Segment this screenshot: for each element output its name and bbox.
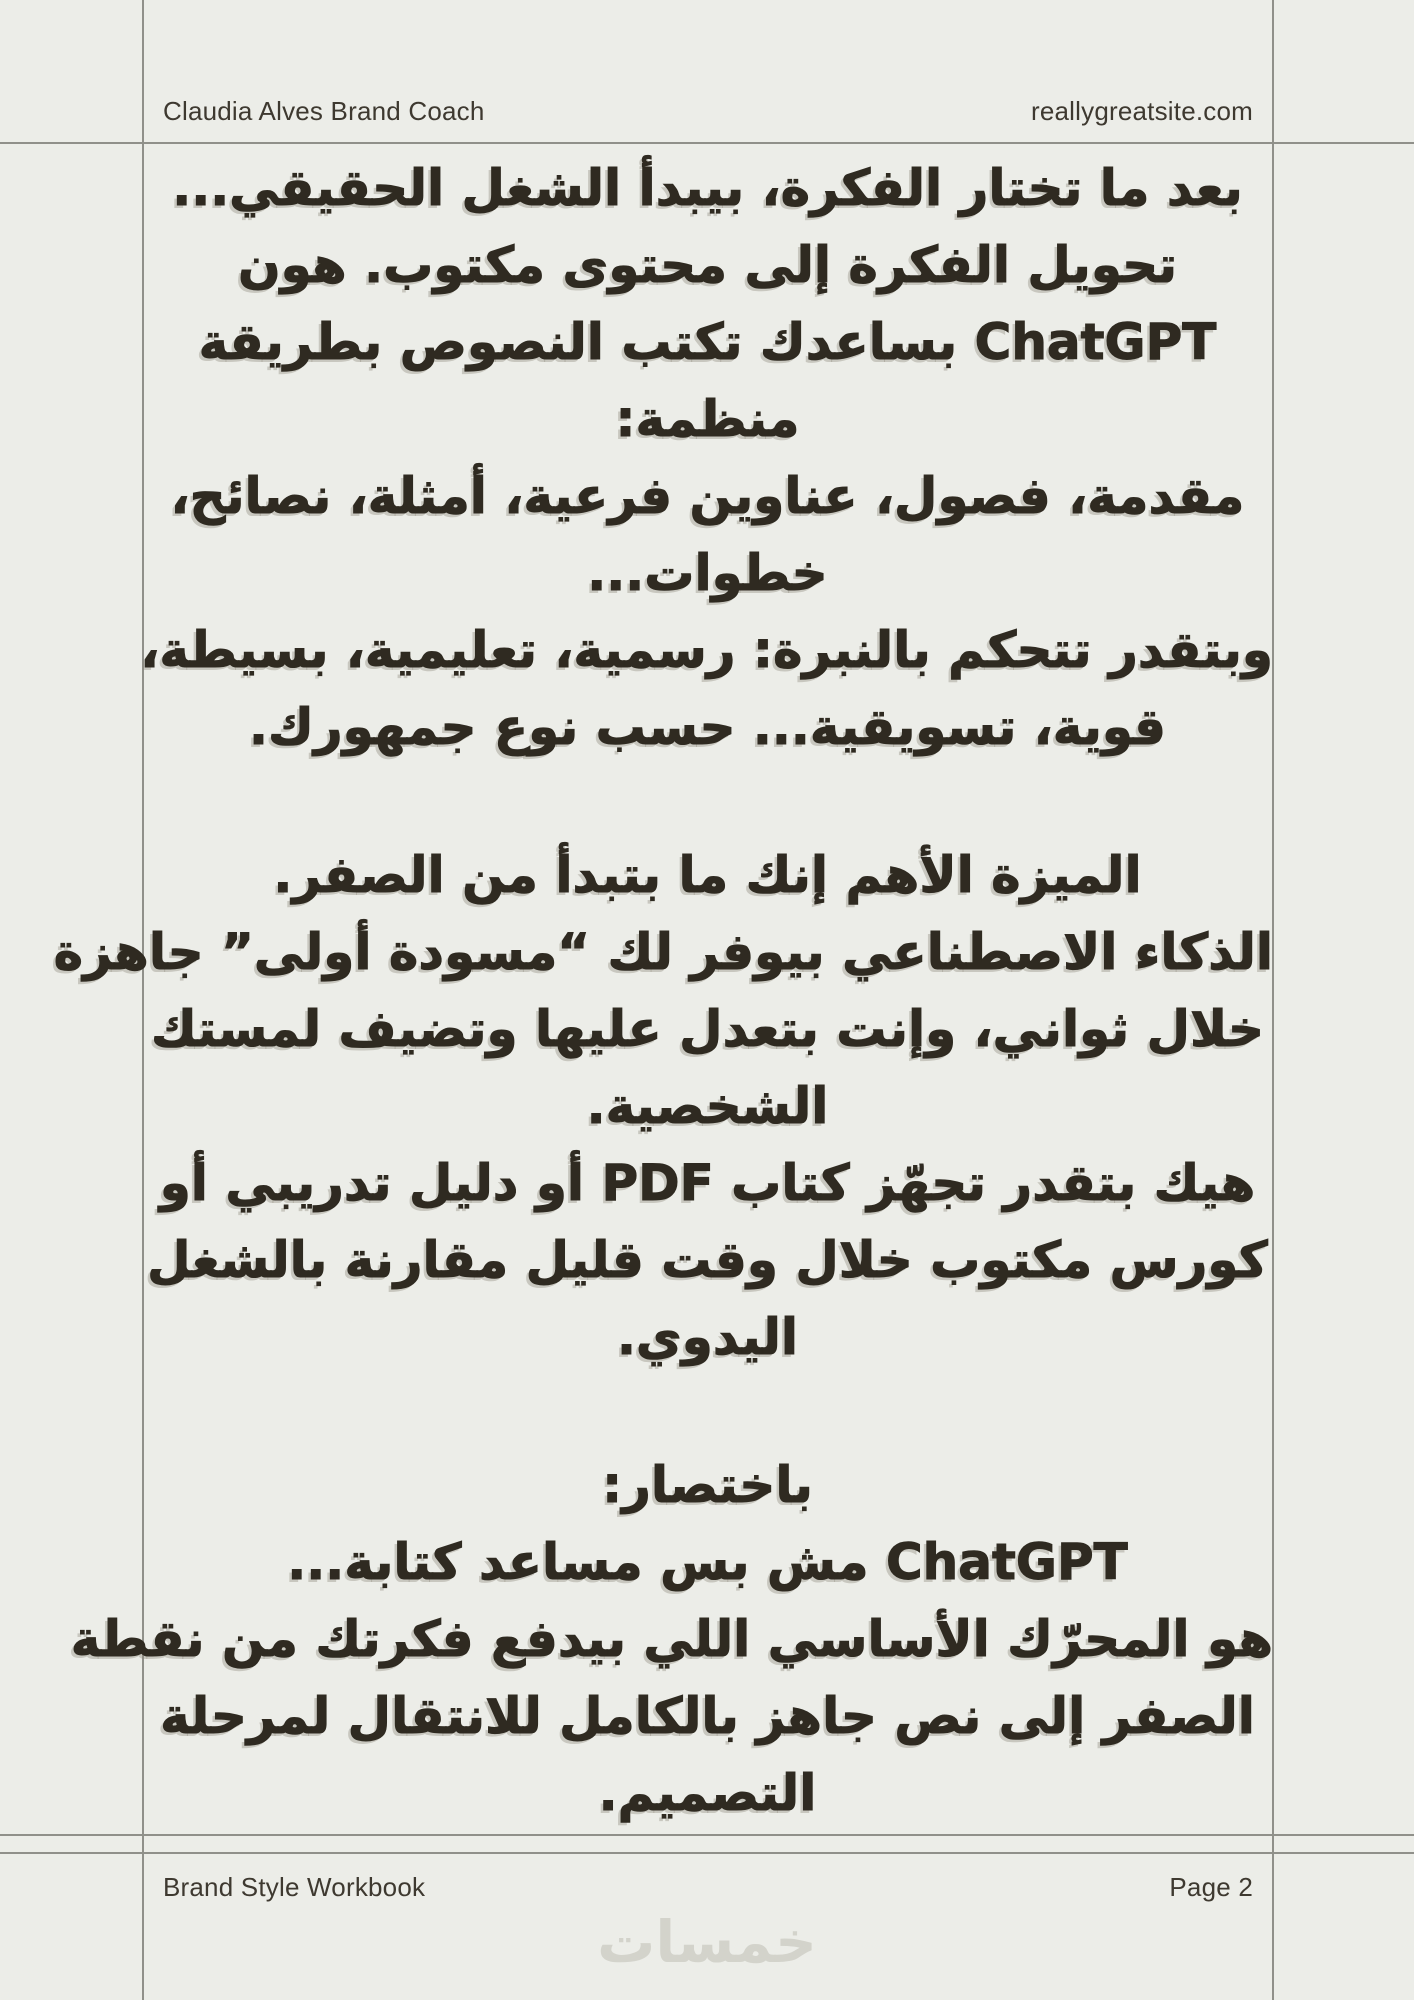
khamsat-watermark: خمسات bbox=[597, 1908, 817, 1976]
text-line: التصميم. bbox=[598, 1764, 817, 1822]
text-line: كورس مكتوب خلال وقت قليل مقارنة بالشغل bbox=[147, 1231, 1268, 1289]
text-line: وبتقدر تتحكم بالنبرة: رسمية، تعليمية، بسيطة، bbox=[140, 621, 1273, 679]
text-line: قوية، تسويقية... حسب نوع جمهورك. bbox=[249, 698, 1166, 756]
text-line: تحويل الفكرة إلى محتوى مكتوب. هون bbox=[238, 236, 1177, 294]
text-line: اليدوي. bbox=[616, 1308, 799, 1366]
page-header bbox=[163, 96, 1253, 127]
text-line: ChatGPT مش بس مساعد كتابة... bbox=[287, 1533, 1128, 1591]
text-line: مقدمة، فصول، عناوين فرعية، أمثلة، نصائح، bbox=[170, 467, 1245, 525]
text-line: منظمة: bbox=[615, 390, 800, 448]
text-line: هو المحرّك الأساسي اللي بيدفع فكرتك من نقطة bbox=[70, 1610, 1273, 1668]
text-line: خطوات... bbox=[587, 544, 828, 602]
text-line: خلال ثواني، وإنت بتعدل عليها وتضيف لمستك bbox=[150, 1000, 1264, 1058]
header-website: reallygreatsite.com bbox=[1031, 96, 1253, 126]
page-footer bbox=[163, 1872, 1253, 1903]
text-line: ChatGPT بساعدك تكتب النصوص بطريقة bbox=[198, 313, 1217, 371]
text-line: الصفر إلى نص جاهز بالكامل للانتقال لمرحلة bbox=[160, 1687, 1255, 1745]
footer-title: Brand Style Workbook bbox=[163, 1872, 426, 1902]
footer-divider-rule-outer bbox=[0, 1834, 1414, 1836]
header-author: Claudia Alves Brand Coach bbox=[163, 96, 485, 126]
footer-page-number: Page 2 bbox=[1169, 1872, 1253, 1902]
paragraph-advantage bbox=[53, 837, 1273, 1376]
text-line: بعد ما تختار الفكرة، بيبدأ الشغل الحقيقي... bbox=[172, 159, 1243, 217]
footer-divider-rule-inner bbox=[0, 1852, 1414, 1854]
header-divider-rule bbox=[0, 142, 1414, 144]
text-line: باختصار: bbox=[602, 1456, 813, 1514]
paragraph-summary bbox=[70, 1447, 1273, 1832]
page-body bbox=[53, 150, 1273, 1832]
text-line: هيك بتقدر تجهّز كتاب PDF أو دليل تدريبي أو bbox=[159, 1154, 1256, 1212]
text-line: الذكاء الاصطناعي بيوفر لك “مسودة أولى” جاهزة bbox=[53, 923, 1273, 981]
paragraph-intro bbox=[142, 150, 1273, 766]
text-line: الميزة الأهم إنك ما بتبدأ من الصفر. bbox=[273, 846, 1142, 904]
text-line: الشخصية. bbox=[586, 1077, 829, 1135]
